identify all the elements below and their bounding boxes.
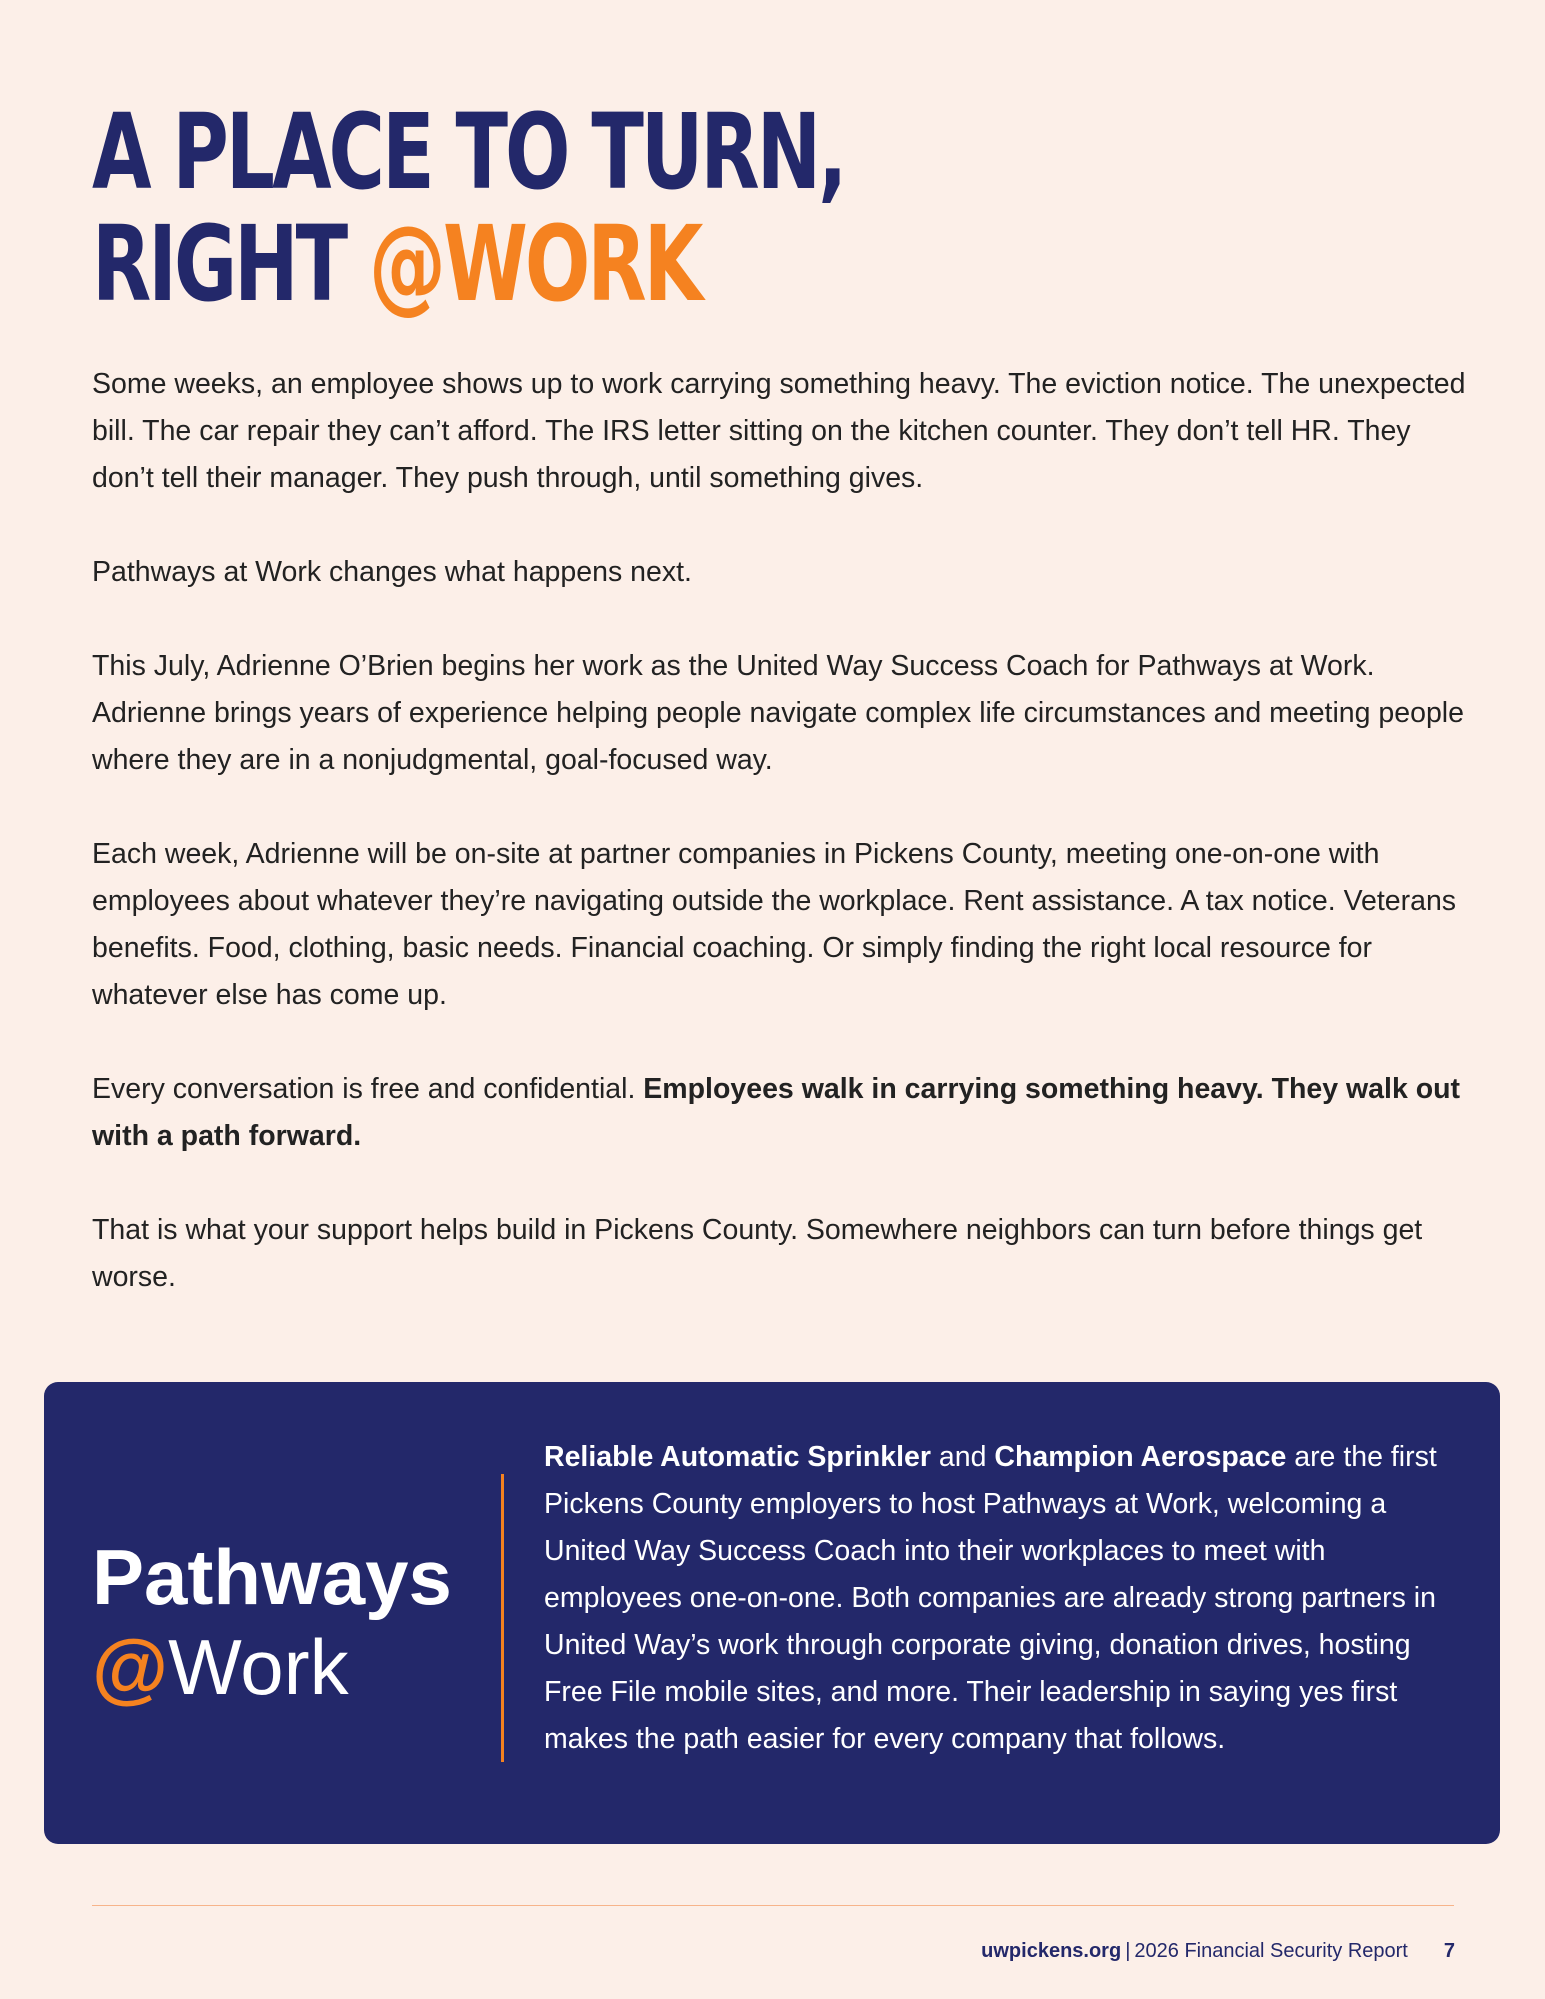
headline-line-2-prefix: RIGHT [92, 203, 370, 325]
callout-conjunction: and [930, 1441, 995, 1473]
headline-line-1: A PLACE TO TURN, [92, 91, 845, 213]
callout-divider [501, 1474, 504, 1762]
paragraph-intro: Some weeks, an employee shows up to work carrying something heavy. The eviction notice. The unexpected bill. The car repair they can’t afford. The IRS letter sitting on the kitchen counter. They don’t tell HR. They don’t tell their manager. They push through, until something gives. [92, 368, 1466, 494]
company-reliable: Reliable Automatic Sprinkler [544, 1441, 931, 1473]
article-body [92, 361, 1472, 1348]
paragraph-pathways: Pathways at Work changes what happens next. [92, 556, 692, 588]
confidential-text: Every conversation is free and confidential. [92, 1073, 644, 1105]
confidential-emphasis: Employees walk in carrying something heavy. They walk out with a path forward. [92, 1073, 1461, 1152]
page-footer [981, 1938, 1455, 1964]
callout-title-line-1: Pathways [92, 1533, 452, 1621]
footer-website-link[interactable]: uwpickens.org [981, 1940, 1122, 1962]
footer-report-title: 2026 Financial Security Report [1134, 1940, 1408, 1962]
company-champion: Champion Aerospace [994, 1441, 1287, 1473]
paragraph-closing: That is what your support helps build in Pickens County. Somewhere neighbors can turn before things get worse. [92, 1214, 1423, 1293]
callout-text [544, 1434, 1462, 1763]
pathways-callout-box [44, 1382, 1500, 1844]
callout-title-work: Work [168, 1623, 349, 1711]
footer-separator: | [1125, 1940, 1131, 1962]
paragraph-weekly: Each week, Adrienne will be on-site at partner companies in Pickens County, meeting one-on-one with employees about whatever they’re navigating outside the workplace. Rent assistance. A tax notice. Veterans benefits. Food, clothing, basic needs. Financial coaching. Or simply finding the right local resource for whatever else has come up. [92, 838, 1457, 1011]
footer-divider [92, 1905, 1454, 1906]
callout-at-symbol: @ [92, 1623, 169, 1711]
callout-body: are the first Pickens County employers to host Pathways at Work, welcoming a United Way Success Coach into their workplaces to meet with employees one-on-one. Both companies are already strong partners in United Way’s work through corporate giving, donation drives, hosting Free File mobile sites, and more. Their leadership in saying yes first makes the path easier for every company that follows. [544, 1441, 1437, 1755]
page-number: 7 [1443, 1940, 1455, 1962]
callout-title-line-2 [92, 1622, 452, 1712]
page-headline [92, 91, 845, 325]
paragraph-confidential [92, 1066, 1472, 1160]
paragraph-coach: This July, Adrienne O’Brien begins her work as the United Way Success Coach for Pathways at Work. Adrienne brings years of experience helping people navigate complex life circumstances and meeting people where they are in a nonjudgmental, goal-focused way. [92, 650, 1464, 776]
callout-title [92, 1532, 452, 1712]
headline-line-2-accent: @WORK [369, 203, 701, 325]
